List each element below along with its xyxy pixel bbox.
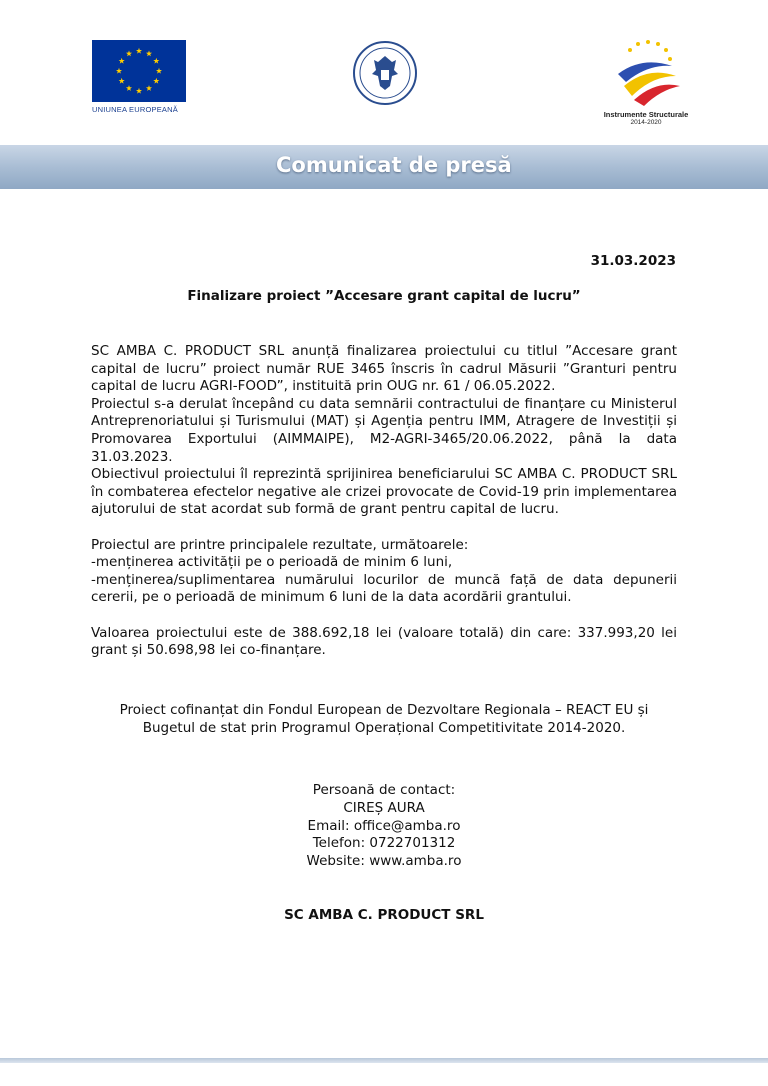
cofinancing-note xyxy=(0,702,768,738)
results-intro: Proiectul are printre principalele rezultate, următoarele: xyxy=(91,536,469,553)
government-seal-icon xyxy=(352,40,418,106)
structural-instruments-years: 2014-2020 xyxy=(630,119,662,126)
cofinancing-line-2: Bugetul de stat prin Programul Operațional Competitivitate 2014-2020. xyxy=(142,719,626,736)
result-item: -menținerea activității pe o perioadă de minim 6 luni, xyxy=(91,554,453,571)
eu-logo xyxy=(92,40,186,114)
contact-label: Persoană de contact: xyxy=(312,782,456,798)
contact-phone: Telefon: 0722701312 xyxy=(312,835,456,852)
project-value: Valoarea proiectului este de 388.692,18 lei (valoare totală) din care: 337.993,20 lei grant și 50.698,98 lei co-finanțare. xyxy=(91,624,677,659)
contact-email: Email: office@amba.ro xyxy=(307,817,461,834)
document-body xyxy=(91,343,677,660)
contact-website: Website: www.amba.ro xyxy=(306,853,462,870)
document-title: Finalizare proiect ”Accesare grant capital de lucru” xyxy=(187,288,581,304)
company-name: SC AMBA C. PRODUCT SRL xyxy=(284,907,484,923)
cofinancing-line-1: Proiect cofinanțat din Fondul European de Dezvoltare Regionala – REACT EU și xyxy=(119,702,649,718)
result-item: -menținerea/suplimentarea numărului locurilor de muncă față de data depunerii cererii, pe o perioadă de minimum 6 luni de la data acordării grantului. xyxy=(91,571,677,606)
structural-instruments-icon xyxy=(608,36,684,106)
paragraph-intro: SC AMBA C. PRODUCT SRL anunță finalizarea proiectului cu titlul ”Accesare grant capital de lucru” proiect număr RUE 3465 înscris în cadrul Măsurii ”Granturi pentru capital de lucru AGRI-FOOD”, instituită prin OUG nr. 61 / 06.05.2022. xyxy=(91,343,677,395)
contact-name: CIREȘ AURA xyxy=(343,799,425,816)
eu-caption: UNIUNEA EUROPEANĂ xyxy=(92,105,178,114)
footer-divider xyxy=(0,1058,768,1063)
banner-title: Comunicat de presă xyxy=(276,153,512,177)
government-logo xyxy=(352,40,418,106)
paragraph-duration: Proiectul s-a derulat începând cu data semnării contractului de finanțare cu Ministerul Antreprenoriatului și Turismului (MAT) și Agenția pentru IMM, Atragere de Investiții și Promovarea Exportului (AIMMAIPE), M2-AGRI-3465/20.06.2022, până la data 31.03.2023. xyxy=(91,395,677,465)
press-release-banner xyxy=(0,145,768,189)
structural-instruments-logo xyxy=(596,36,696,126)
paragraph-objective: Obiectivul proiectului îl reprezintă sprijinirea beneficiarului SC AMBA C. PRODUCT SRL în combaterea efectelor negative ale crizei provocate de Covid-19 prin implementarea ajutorului de stat acordat sub formă de grant pentru capital de lucru. xyxy=(91,466,677,518)
release-date: 31.03.2023 xyxy=(590,253,676,269)
contact-block xyxy=(0,782,768,871)
structural-instruments-title: Instrumente Structurale xyxy=(603,110,689,119)
eu-flag-icon xyxy=(92,40,186,102)
